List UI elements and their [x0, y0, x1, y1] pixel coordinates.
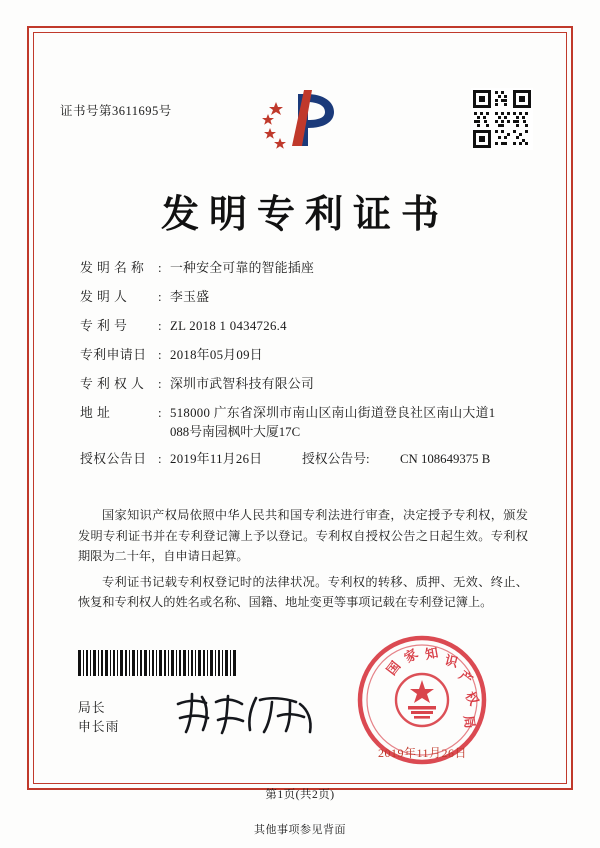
handwritten-signature-icon	[172, 688, 322, 738]
field-colon: :	[158, 261, 162, 275]
field-inventor	[80, 287, 526, 316]
field-label-secondary: 授权公告号:	[302, 452, 370, 466]
field-invention-name	[80, 258, 526, 287]
page-number: 第1页(共2页)	[265, 789, 335, 801]
signatory-name: 申长雨	[78, 720, 120, 734]
field-grant-publication	[80, 449, 526, 478]
seal-date: 2019年11月26日	[378, 746, 468, 760]
svg-text:国: 国	[383, 658, 404, 678]
field-value: 2018年05月09日	[170, 348, 263, 362]
svg-text:权: 权	[462, 689, 482, 708]
legal-paragraph-2: 专利证书记载专利权登记时的法律状况。专利权的转移、质押、无效、终止、恢复和专利权人的姓名或名称、国籍、地址变更等事项记载在专利登记簿上。	[78, 574, 528, 609]
qr-code-icon	[471, 88, 533, 150]
field-colon: :	[158, 377, 162, 391]
certificate-number: 证书号第3611695号	[60, 104, 172, 118]
field-value-line2: 088号南园枫叶大厦17C	[170, 425, 301, 439]
field-colon: :	[158, 452, 162, 466]
barcode-icon	[78, 650, 236, 676]
field-patentee	[80, 374, 526, 403]
page-title: 发明专利证书	[160, 194, 449, 236]
svg-text:识: 识	[443, 652, 460, 671]
signatory-title: 局长	[78, 701, 106, 715]
certificate-fields	[80, 258, 526, 478]
field-colon: :	[158, 406, 162, 420]
svg-text:知: 知	[423, 644, 440, 662]
field-value-secondary: CN 108649375 B	[400, 452, 491, 466]
signatory-block	[78, 699, 119, 737]
svg-text:产: 产	[456, 667, 476, 688]
field-colon: :	[158, 290, 162, 304]
legal-paragraph-1: 国家知识产权局依照中华人民共和国专利法进行审查，决定授予专利权，颁发发明专利证书并在专利登记簿上予以登记。专利权自授权公告之日起生效。专利权期限为二十年，自申请日起算。	[78, 508, 528, 563]
field-colon: :	[158, 319, 162, 333]
svg-text:局: 局	[461, 714, 478, 730]
field-value: 2019年11月26日	[170, 452, 263, 466]
footer-note: 其他事项参见背面	[254, 824, 346, 836]
field-address	[80, 403, 526, 449]
field-value: 深圳市武智科技有限公司	[170, 377, 315, 391]
field-label: 授权公告日	[80, 452, 147, 466]
field-label: 发 明 名 称	[80, 261, 145, 275]
svg-text:家: 家	[401, 645, 421, 666]
field-colon: :	[158, 348, 162, 362]
field-label: 专利申请日	[80, 348, 147, 362]
field-patent-number	[80, 316, 526, 345]
field-value: 李玉盛	[170, 290, 210, 304]
legal-text-block	[78, 505, 528, 618]
field-application-date	[80, 345, 526, 374]
field-label: 专 利 号	[80, 319, 128, 333]
field-label: 地 址	[80, 406, 111, 420]
patent-office-logo-icon	[246, 88, 354, 152]
field-label: 专 利 权 人	[80, 377, 145, 391]
field-value: 518000 广东省深圳市南山区南山街道登良社区南山大道1	[170, 406, 496, 420]
field-label: 发 明 人	[80, 290, 128, 304]
field-value: 一种安全可靠的智能插座	[170, 261, 315, 275]
field-value: ZL 2018 1 0434726.4	[170, 319, 287, 333]
